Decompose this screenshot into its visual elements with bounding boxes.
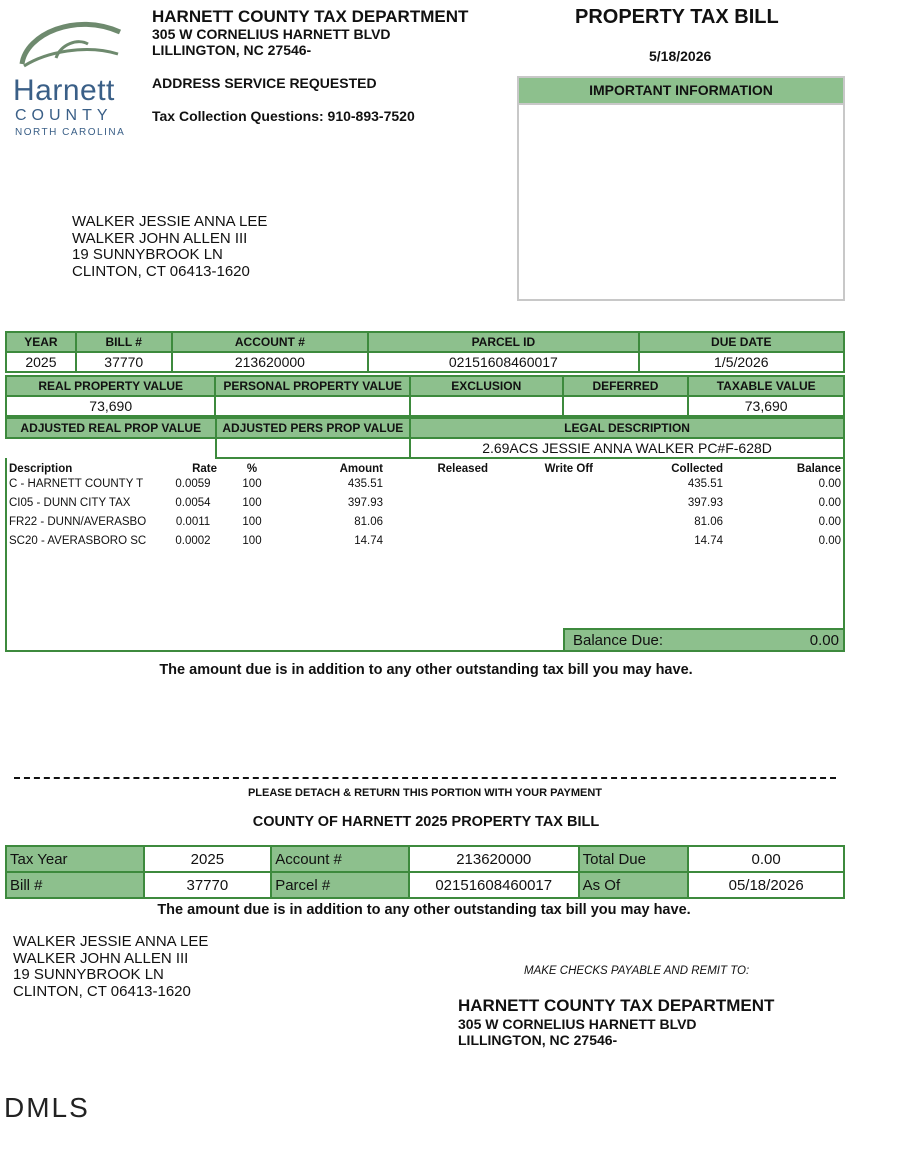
line-rate: 0.0054 [175,497,211,509]
value-table [5,375,845,417]
bill-title: PROPERTY TAX BILL [575,6,779,28]
stub-table [5,845,845,899]
line-released [385,478,490,497]
stub-owner-address [13,934,208,1000]
bill-info-table [5,331,845,373]
adjusted-values [6,438,844,458]
bill-info-values [6,352,844,372]
line-pct: 100 [242,497,262,509]
line-rate: 0.0011 [175,516,211,528]
owner-line: 19 SUNNYBROOK LN [13,966,164,983]
real-value-header: REAL PROPERTY VALUE [6,376,215,396]
stub-tax-year-value: 2025 [144,846,272,872]
adj-pers-header: ADJUSTED PERS PROP VALUE [216,418,411,438]
adjusted-table [5,417,845,459]
col-amount: Amount [339,463,383,475]
account-value: 213620000 [172,352,369,372]
owner-line: 19 SUNNYBROOK LN [72,246,223,263]
owner-line: CLINTON, CT 06413-1620 [13,982,191,1000]
tax-questions: Tax Collection Questions: 910-893-7520 [152,108,415,124]
exclusion-value [410,396,563,416]
line-amount: 81.06 [354,516,383,528]
dmls-watermark: DMLS [4,1092,90,1123]
table-row [7,497,843,516]
account-header: ACCOUNT # [172,332,369,352]
stub-tax-year-label: Tax Year [6,846,144,872]
important-header: IMPORTANT INFORMATION [519,78,843,105]
remit-street: 305 W CORNELIUS HARNETT BLVD [458,1016,697,1032]
due-date-value: 1/5/2026 [639,352,844,372]
line-balance: 0.00 [818,535,841,547]
line-writeoff [490,497,595,516]
stub-parcel-value: 02151608460017 [409,872,579,898]
stub-account-label: Account # [271,846,409,872]
value-values [6,396,844,416]
logo-swoosh-icon [16,14,126,76]
owner-line: WALKER JESSIE ANNA LEE [13,933,209,950]
bill-value: 37770 [76,352,172,372]
owner-address [72,214,267,280]
remit-label: MAKE CHECKS PAYABLE AND REMIT TO: [524,965,750,977]
col-writeoff: Write Off [544,463,593,475]
col-balance: Balance [796,463,841,475]
year-header: YEAR [6,332,76,352]
owner-line: CLINTON, CT 06413-1620 [72,262,250,280]
important-box [517,76,845,301]
detach-line [14,777,836,779]
line-desc: SC20 - AVERASBORO SC [9,535,147,547]
col-rate: Rate [192,463,217,475]
stub-row [6,872,844,898]
logo-state: NORTH CAROLINA [15,127,126,138]
taxable-value: 73,690 [688,396,844,416]
line-items-table [7,460,843,554]
address-service: ADDRESS SERVICE REQUESTED [152,75,377,91]
line-amount: 397.93 [347,497,383,509]
stub-parcel-label: Parcel # [271,872,409,898]
line-pct: 100 [242,535,262,547]
logo-county: COUNTY [15,107,113,124]
line-released [385,535,490,554]
parcel-header: PARCEL ID [368,332,638,352]
dept-city: LILLINGTON, NC 27546- [152,42,312,58]
taxable-header: TAXABLE VALUE [688,376,844,396]
line-collected: 435.51 [687,478,723,490]
line-balance: 0.00 [818,497,841,509]
outstanding-note: The amount due is in addition to any other outstanding tax bill you may have. [159,662,693,678]
owner-line: WALKER JESSIE ANNA LEE [72,213,268,230]
line-writeoff [490,535,595,554]
col-pct: % [246,463,258,475]
owner-line: WALKER JOHN ALLEN III [72,229,248,247]
legal-desc-header: LEGAL DESCRIPTION [410,418,844,438]
dept-name: HARNETT COUNTY TAX DEPARTMENT [152,7,469,26]
line-collected: 81.06 [694,516,723,528]
line-collected: 397.93 [687,497,723,509]
stub-as-of-value: 05/18/2026 [688,872,844,898]
table-row [7,516,843,535]
stub-account-value: 213620000 [409,846,579,872]
line-released [385,497,490,516]
table-row [7,478,843,497]
col-description: Description [9,463,73,475]
stub-as-of-label: As Of [579,872,689,898]
legal-desc-value: 2.69ACS JESSIE ANNA WALKER PC#F-628D [410,438,844,458]
bill-date: 5/18/2026 [649,48,712,64]
stub-total-due-label: Total Due [579,846,689,872]
parcel-value: 02151608460017 [368,352,638,372]
line-rate: 0.0002 [175,535,211,547]
line-collected: 14.74 [694,535,723,547]
personal-value-header: PERSONAL PROPERTY VALUE [215,376,409,396]
line-desc: C - HARNETT COUNTY T [9,478,144,490]
detach-text: PLEASE DETACH & RETURN THIS PORTION WITH YOUR PAYMENT [247,787,603,799]
deferred-header: DEFERRED [563,376,689,396]
line-balance: 0.00 [818,516,841,528]
deferred-value [563,396,689,416]
table-row [7,535,843,554]
exclusion-header: EXCLUSION [410,376,563,396]
stub-bill-label: Bill # [6,872,144,898]
col-collected: Collected [671,463,723,475]
line-desc: CI05 - DUNN CITY TAX [9,497,131,509]
personal-value [215,396,409,416]
line-desc: FR22 - DUNN/AVERASBO [9,516,147,528]
balance-due-value: 0.00 [809,632,839,649]
outstanding-note-stub: The amount due is in addition to any other outstanding tax bill you may have. [157,902,691,918]
adj-real-header: ADJUSTED REAL PROP VALUE [6,418,216,438]
stub-bill-value: 37770 [144,872,272,898]
line-items-header [7,460,843,478]
bill-info-header [6,332,844,352]
line-amount: 14.74 [354,535,383,547]
line-writeoff [490,478,595,497]
bill-header: BILL # [76,332,172,352]
line-pct: 100 [242,478,262,490]
line-amount: 435.51 [347,478,383,490]
line-balance: 0.00 [818,478,841,490]
real-value: 73,690 [6,396,215,416]
due-date-header: DUE DATE [639,332,844,352]
balance-due-label: Balance Due: [573,632,664,649]
balance-due-box [563,628,845,652]
county-logo [10,14,130,144]
logo-name: Harnett [13,74,115,107]
line-pct: 100 [242,516,262,528]
dept-street: 305 W CORNELIUS HARNETT BLVD [152,26,391,42]
stub-title: COUNTY OF HARNETT 2025 PROPERTY TAX BILL [252,814,600,830]
stub-total-due-value: 0.00 [688,846,844,872]
stub-row [6,846,844,872]
line-writeoff [490,516,595,535]
year-value: 2025 [6,352,76,372]
value-header [6,376,844,396]
adjusted-header [6,418,844,438]
remit-name: HARNETT COUNTY TAX DEPARTMENT [458,996,775,1015]
adj-real-value [6,438,216,458]
owner-line: WALKER JOHN ALLEN III [13,949,189,967]
remit-city: LILLINGTON, NC 27546- [458,1032,618,1048]
line-released [385,516,490,535]
col-released: Released [437,463,488,475]
line-rate: 0.0059 [175,478,211,490]
adj-pers-value [216,438,411,458]
